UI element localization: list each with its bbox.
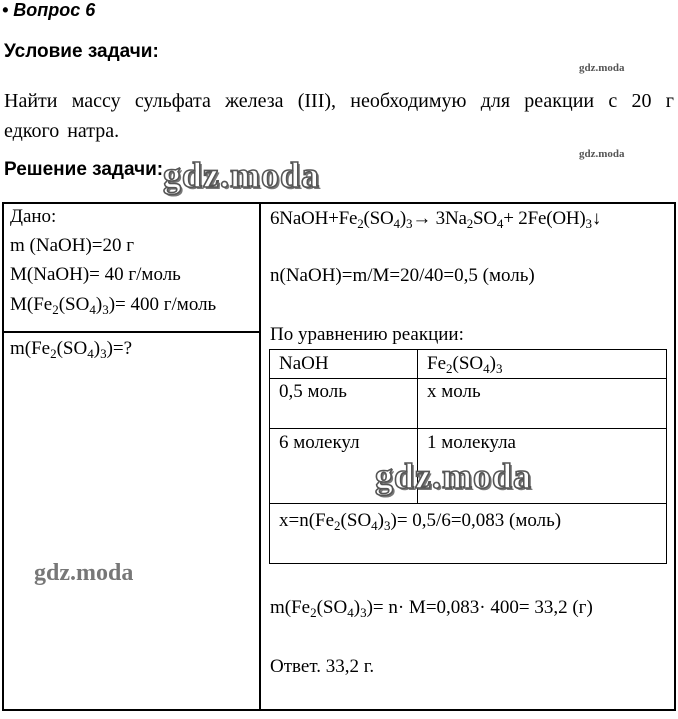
table-cell-fe-molecules: 1 молекула [427, 432, 516, 453]
given-mass-naoh: m (NaOH)=20 г [10, 235, 135, 256]
table-cell-fe-moles: х моль [427, 381, 481, 402]
answer: Ответ. 33,2 г. [270, 656, 375, 677]
by-equation-label: По уравнению реакции: [270, 324, 464, 345]
find-mass-fe2so43: $m(Fe_2(SO_4)_3)=$? [10, 338, 133, 361]
reaction-equation: $6NaOH+Fe_2(SO_4)_3\to 3Na_2SO_4+$ $2Fe(OH)_3↓$ [270, 208, 602, 231]
table-cell-naoh-molecules: 6 молекул [279, 432, 360, 453]
condition-heading: Условие задачи: [4, 41, 159, 62]
table-header-naoh: NaOH [279, 353, 329, 374]
watermark: gdz.moda [163, 155, 321, 195]
table-header-fe2so43: $Fe_2(SO_4)_3$ [427, 353, 503, 376]
watermark: gdz.moda [375, 456, 533, 496]
given-label: Дано: [10, 206, 57, 227]
x-calc: $x=n(Fe_2(SO_4)_3)= 0,5/6=0,083$ (моль) [279, 510, 562, 533]
solution-heading: Решение задачи: [4, 159, 164, 180]
watermark: gdz.moda [579, 148, 625, 160]
watermark: gdz.moda [34, 560, 134, 586]
table-cell-naoh-moles: 0,5 моль [279, 381, 347, 402]
task-text: Найти массу сульфата железа (III), необходимую для реакции с 20 г едкого натра. [4, 90, 674, 142]
given-molar-mass-naoh: M(NaOH)= 40 г/моль [10, 264, 181, 285]
mass-calc: $m(Fe_2(SO_4)_3)= n\cdot M=0,083\cdot 400= 33,2$ (г) [270, 597, 593, 620]
given-molar-mass-fe2so43: $M(Fe_2(SO_4)_3)= 400$ г/моль [10, 294, 217, 317]
watermark: gdz.moda [579, 62, 625, 74]
question-title: • Вопрос 6 [2, 0, 96, 20]
moles-naoh-calc: n(NaOH)=m/M=20/40=0,5 (моль) [270, 265, 535, 286]
